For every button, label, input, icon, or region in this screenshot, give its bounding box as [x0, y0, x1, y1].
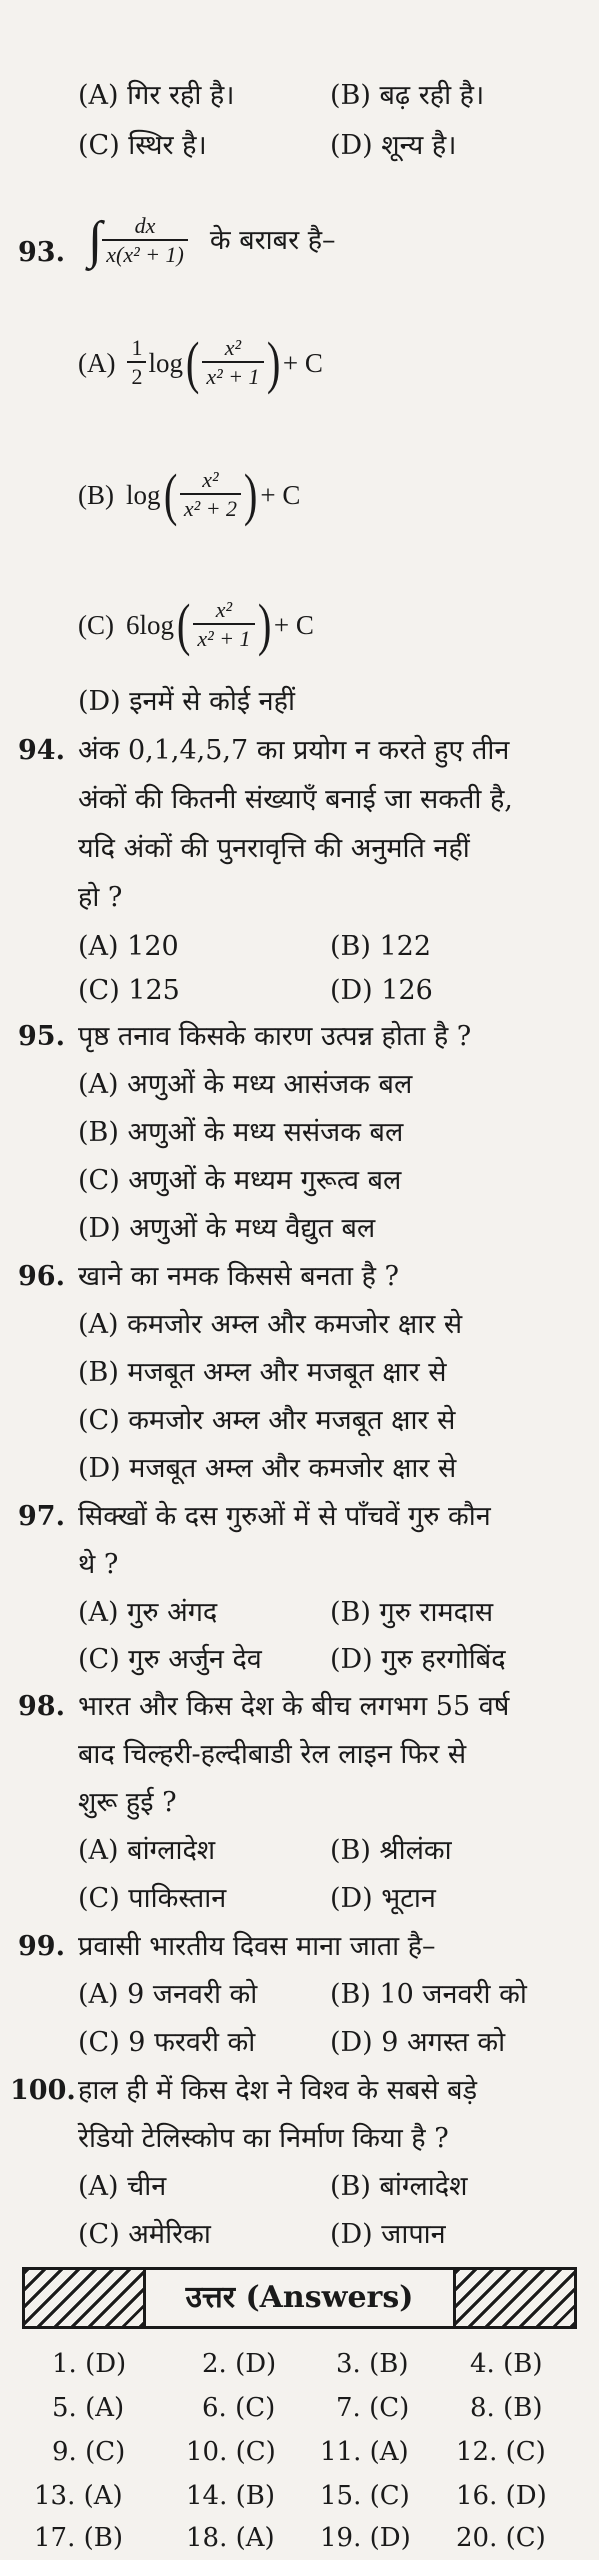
q95-option-d: (D) अणुओं के मध्य वैद्युत बल	[78, 1213, 376, 1244]
q96-option-a: (A) कमजोर अम्ल और कमजोर क्षार से	[78, 1309, 463, 1340]
q93-number: 93.	[18, 237, 65, 268]
q97-number: 97.	[18, 1501, 65, 1532]
answer-item: 11. (A)	[320, 2437, 409, 2467]
q94-line-1: अंक 0,1,4,5,7 का प्रयोग न करते हुए तीन	[78, 735, 510, 766]
q99-question: प्रवासी भारतीय दिवस माना जाता है–	[78, 1931, 436, 1962]
q100-option-b: (B) बांग्लादेश	[330, 2171, 468, 2202]
q94-option-a: (A) 120	[78, 931, 179, 962]
q99-option-d: (D) 9 अगस्त को	[330, 2027, 506, 2058]
q94-number: 94.	[18, 735, 65, 766]
answers-header-title: उत्तर (Answers)	[185, 2280, 414, 2315]
q94-option-c: (C) 125	[78, 975, 180, 1006]
answer-item: 19. (D)	[320, 2523, 411, 2553]
answer-item: 8. (B)	[470, 2393, 543, 2423]
answer-item: 7. (C)	[336, 2393, 410, 2423]
answer-item: 20. (C)	[456, 2523, 546, 2553]
q95-option-b: (B) अणुओं के मध्य ससंजक बल	[78, 1117, 404, 1148]
q95-number: 95.	[18, 1021, 65, 1052]
answer-item: 4. (B)	[470, 2349, 543, 2379]
q100-line-2: रेडियो टेलिस्कोप का निर्माण किया है ?	[78, 2123, 449, 2154]
q100-number: 100.	[10, 2075, 76, 2106]
q93-option-d: (D) इनमें से कोई नहीं	[78, 686, 295, 717]
q97-option-b: (B) गुरु रामदास	[330, 1597, 494, 1628]
q94-option-b: (B) 122	[330, 931, 432, 962]
q93-question-tail: के बराबर है–	[209, 225, 336, 256]
answer-item: 10. (C)	[186, 2437, 276, 2467]
q94-line-2: अंकों की कितनी संख्याएँ बनाई जा सकती है,	[78, 784, 513, 815]
q92-option-b: (B) बढ़ रही है।	[330, 80, 485, 111]
answer-item: 15. (C)	[320, 2481, 410, 2511]
answer-item: 16. (D)	[456, 2481, 547, 2511]
q96-option-b: (B) मजबूत अम्ल और मजबूत क्षार से	[78, 1357, 447, 1388]
q99-option-a: (A) 9 जनवरी को	[78, 1979, 258, 2010]
q98-line-3: शुरू हुई ?	[78, 1787, 177, 1818]
q93-integrand: $\frac{dx}{\text{x(x² + 1)}}$	[102, 213, 188, 269]
q98-option-b: (B) श्रीलंका	[330, 1835, 452, 1866]
q95-option-a: (A) अणुओं के मध्य आसंजक बल	[78, 1069, 413, 1100]
q98-number: 98.	[18, 1691, 65, 1722]
answer-item: 5. (A)	[52, 2393, 125, 2423]
q100-line-1: हाल ही में किस देश ने विश्व के सबसे बड़े	[78, 2075, 478, 2106]
q100-option-d: (D) जापान	[330, 2219, 446, 2250]
q92-option-c: (C) स्थिर है।	[78, 130, 207, 161]
q98-line-1: भारत और किस देश के बीच लगभग 55 वर्ष	[78, 1691, 510, 1722]
answer-item: 14. (B)	[186, 2481, 276, 2511]
q98-option-c: (C) पाकिस्तान	[78, 1883, 227, 1914]
answer-item: 17. (B)	[34, 2523, 124, 2553]
answers-header-box	[22, 2267, 577, 2329]
q98-option-d: (D) भूटान	[330, 1883, 436, 1914]
answer-item: 6. (C)	[202, 2393, 276, 2423]
q94-line-4: हो ?	[78, 882, 123, 913]
q97-option-a: (A) गुरु अंगद	[78, 1597, 218, 1628]
q99-option-c: (C) 9 फरवरी को	[78, 2027, 256, 2058]
q93-option-b: (B) log ( $\frac{\text{x²}}{\text{x² + 2}}$ ) + C	[78, 462, 301, 527]
answer-item: 9. (C)	[52, 2437, 126, 2467]
q96-question: खाने का नमक किससे बनता है ?	[78, 1261, 399, 1292]
answer-item: 2. (D)	[202, 2349, 277, 2379]
q97-option-c: (C) गुरु अर्जुन देव	[78, 1644, 262, 1675]
q98-line-2: बाद चिल्हरी-हल्दीबाडी रेल लाइन फिर से	[78, 1739, 467, 1770]
answer-item: 18. (A)	[186, 2523, 275, 2553]
q96-number: 96.	[18, 1261, 65, 1292]
q93-question	[88, 196, 336, 286]
q100-option-c: (C) अमेरिका	[78, 2219, 211, 2250]
q97-line-1: सिक्खों के दस गुरुओं में से पाँचवें गुरु कौन	[78, 1501, 491, 1532]
integral-sign: ∫	[88, 212, 103, 269]
q95-question: पृष्ठ तनाव किसके कारण उत्पन्न होता है ?	[78, 1021, 472, 1052]
q97-option-d: (D) गुरु हरगोबिंद	[330, 1644, 506, 1675]
q92-option-a: (A) गिर रही है।	[78, 80, 235, 111]
q93-option-a: (A) $\frac{1}{2}$ log ( $\frac{\text{x²}}{\text{x² + 1}}$ ) + C	[78, 330, 323, 395]
q96-option-d: (D) मजबूत अम्ल और कमजोर क्षार से	[78, 1453, 457, 1484]
answer-item: 1. (D)	[52, 2349, 127, 2379]
q94-option-d: (D) 126	[330, 975, 433, 1006]
q92-option-d: (D) शून्य है।	[330, 130, 457, 161]
q95-option-c: (C) अणुओं के मध्यम गुरूत्व बल	[78, 1165, 402, 1196]
q94-line-3: यदि अंकों की पुनरावृत्ति की अनुमति नहीं	[78, 833, 470, 864]
answer-item: 3. (B)	[336, 2349, 409, 2379]
q96-option-c: (C) कमजोर अम्ल और मजबूत क्षार से	[78, 1405, 456, 1436]
q98-option-a: (A) बांग्लादेश	[78, 1835, 216, 1866]
q99-option-b: (B) 10 जनवरी को	[330, 1979, 527, 2010]
answer-item: 12. (C)	[456, 2437, 546, 2467]
q93-option-c: (C) 6log ( $\frac{\text{x²}}{\text{x² + 1}}$ ) + C	[78, 592, 314, 657]
q100-option-a: (A) चीन	[78, 2171, 167, 2202]
q97-line-2: थे ?	[78, 1549, 119, 1580]
answer-item: 13. (A)	[34, 2481, 123, 2511]
q99-number: 99.	[18, 1931, 65, 1962]
